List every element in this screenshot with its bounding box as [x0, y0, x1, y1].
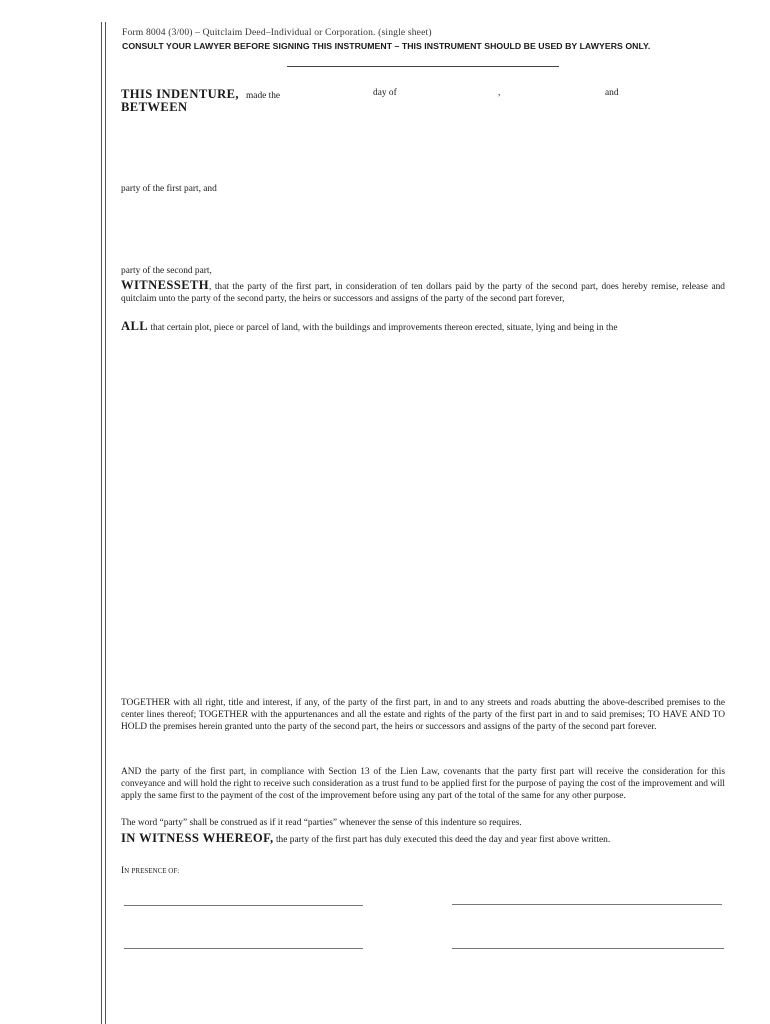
all-text: that certain plot, piece or parcel of land, with the buildings and improvements thereon erected, situate, lying and being in the — [150, 323, 618, 333]
witness-signature-line-1[interactable] — [124, 905, 363, 906]
grantor-signature-line-1[interactable] — [452, 904, 722, 905]
indenture-line — [121, 85, 731, 101]
witness-whereof-text: the party of the first part has duly executed this deed the day and year first above written. — [275, 835, 611, 845]
made-the-label: made the — [245, 91, 281, 101]
all-heading: ALL — [121, 319, 149, 333]
grantor-signature-line-2[interactable] — [452, 948, 724, 949]
year-comma: , — [498, 88, 501, 98]
witnesseth-heading: WITNESSETH — [121, 278, 209, 292]
day-of-label: day of — [373, 88, 397, 98]
header-divider — [287, 66, 559, 67]
consult-lawyer-notice: CONSULT YOUR LAWYER BEFORE SIGNING THIS INSTRUMENT – THIS INSTRUMENT SHOULD BE USED BY LAWYERS ONLY. — [122, 41, 651, 51]
lien-law-paragraph: AND the party of the first part, in compliance with Section 13 of the Lien Law, covenants that the party first part will receive the consideration for this conveyance and will hold the right to receive such consideration as a trust fund to be applied first for the purpose of paying the cost of the improvement and will apply the same first to the payment of the cost of the improvement before using any part of the total of the same for any other purpose. — [121, 767, 725, 802]
form-title: Form 8004 (3/00) – Quitclaim Deed–Individual or Corporation. (single sheet) — [122, 27, 432, 38]
party-word-paragraph: The word “party” shall be construed as if it read “parties” whenever the sense of this indenture so requires. — [121, 818, 522, 828]
witness-whereof-paragraph — [121, 832, 725, 846]
witness-signature-line-2[interactable] — [124, 948, 363, 949]
in-presence-of-label: IN PRESENCE OF: — [121, 866, 180, 876]
witnesseth-text: , that the party of the first part, in consideration of ten dollars paid by the party of the second part, does hereby remise, release and quitclaim unto the party of the second party, the heirs or successors and assigns of the party of the second part forever, — [121, 282, 725, 305]
party-first-part: party of the first part, and — [121, 184, 217, 194]
all-paragraph — [121, 320, 725, 334]
witnesseth-paragraph — [121, 279, 725, 305]
margin-rule-right — [105, 22, 106, 1024]
party-second-part: party of the second part, — [121, 266, 212, 276]
witness-whereof-heading: IN WITNESS WHEREOF, — [121, 831, 274, 845]
between-heading: BETWEEN — [121, 100, 188, 114]
indenture-heading: THIS INDENTURE, — [121, 87, 239, 101]
together-paragraph: TOGETHER with all right, title and interest, if any, of the party of the first part, in and to any streets and roads abutting the above-described premises to the center lines thereof; TOGETHER with the appurtenances and all the estate and rights of the party of the first part in and to said premises; TO HAVE AND TO HOLD the premises herein granted unto the party of the second part, the heirs or successors and assigns of the party of the second part forever. — [121, 698, 725, 733]
and-label: and — [605, 88, 619, 98]
margin-rule-left — [101, 22, 102, 1024]
